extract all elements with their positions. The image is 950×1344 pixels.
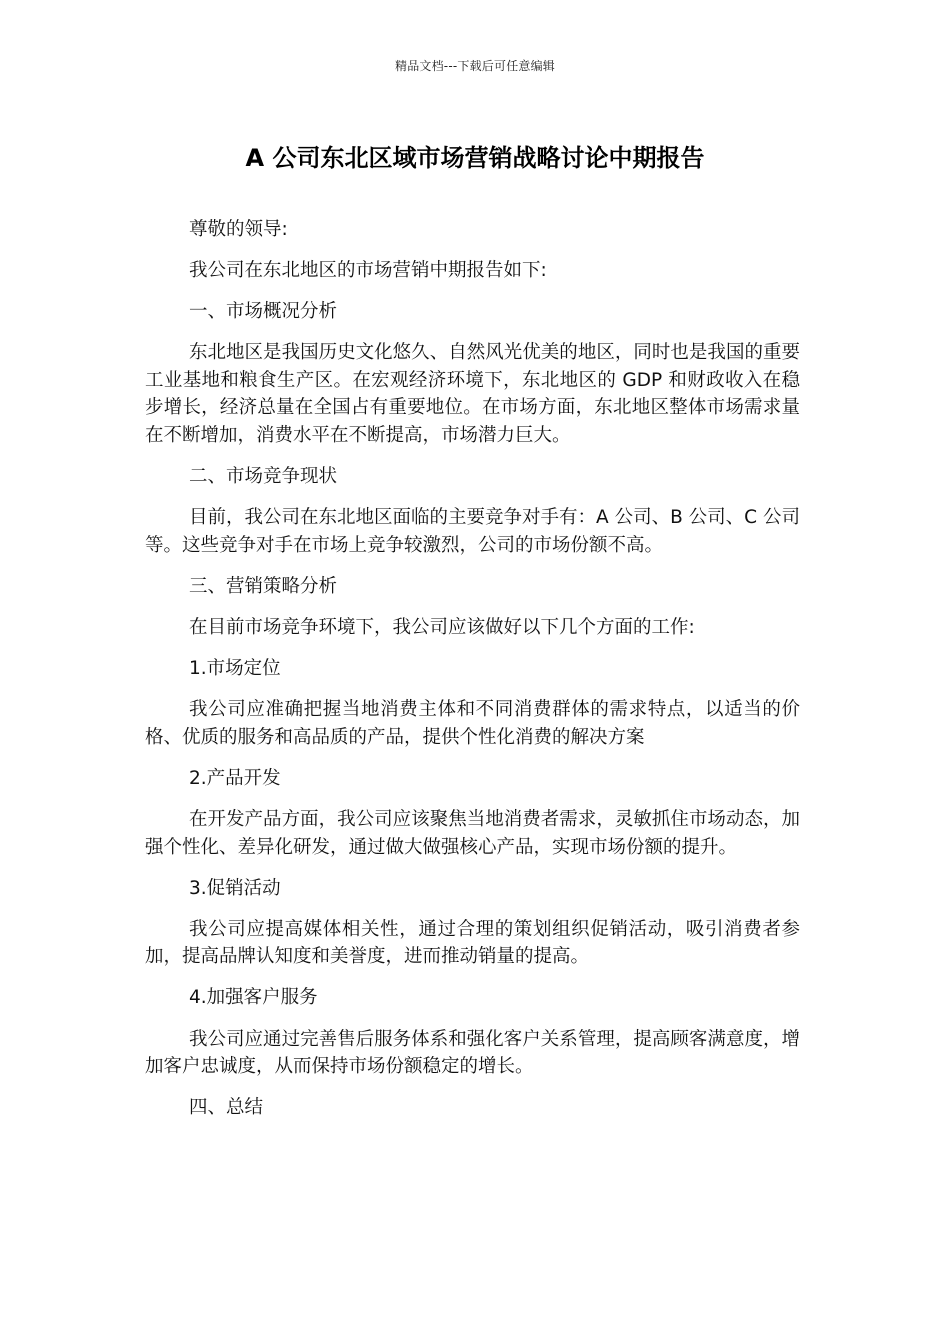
item-body-promotion: 我公司应提高媒体相关性，通过合理的策划组织促销活动，吸引消费者参加，提高品牌认知度和美誉度，进而推动销量的提高。 (145, 918, 800, 968)
item-heading-promotion: 3.促销活动 (189, 877, 281, 899)
item-body-product: 在开发产品方面，我公司应该聚焦当地消费者需求，灵敏抓住市场动态，加强个性化、差异化研发，通过做大做强核心产品，实现市场份额的提升。 (145, 809, 800, 858)
section-heading-market-overview: 一、市场概况分析 (189, 301, 338, 323)
document-body (145, 216, 800, 1135)
document-title: A 公司东北区域市场营销战略讨论中期报告 (245, 144, 705, 172)
header-note: 精品文档---下载后可任意编辑 (395, 59, 555, 73)
section-heading-strategy: 三、营销策略分析 (189, 575, 338, 597)
salutation: 尊敬的领导: (189, 219, 288, 240)
item-body-service: 我公司应通过完善售后服务体系和强化客户关系管理，提高顾客满意度，增加客户忠诚度，从而保持市场份额稳定的增长。 (145, 1028, 800, 1078)
intro-paragraph: 我公司在东北地区的市场营销中期报告如下: (189, 260, 547, 282)
section-heading-summary: 四、总结 (189, 1097, 264, 1119)
section-intro-strategy: 在目前市场竞争环境下，我公司应该做好以下几个方面的工作: (189, 617, 695, 639)
item-heading-service: 4.加强客户服务 (189, 987, 318, 1009)
item-body-positioning: 我公司应准确把握当地消费主体和不同消费群体的需求特点，以适当的价格、优质的服务和高品质的产品，提供个性化消费的解决方案 (145, 699, 800, 748)
section-body-market-overview: 东北地区是我国历史文化悠久、自然风光优美的地区，同时也是我国的重要工业基地和粮食生产区。在宏观经济环境下，东北地区的 GDP 和财政收入在稳步增长，经济总量在全国占有重要地位。在市场方面，东北地区整体市场需求量在不断增加，消费水平在不断提高，市场潜力巨大。 (145, 342, 800, 447)
section-heading-competition: 二、市场竞争现状 (189, 466, 338, 488)
section-body-competition: 目前，我公司在东北地区面临的主要竞争对手有：A 公司、B 公司、C 公司等。这些竞争对手在市场上竞争较激烈，公司的市场份额不高。 (145, 507, 800, 556)
item-heading-positioning: 1.市场定位 (189, 658, 281, 680)
item-heading-product: 2.产品开发 (189, 767, 281, 789)
